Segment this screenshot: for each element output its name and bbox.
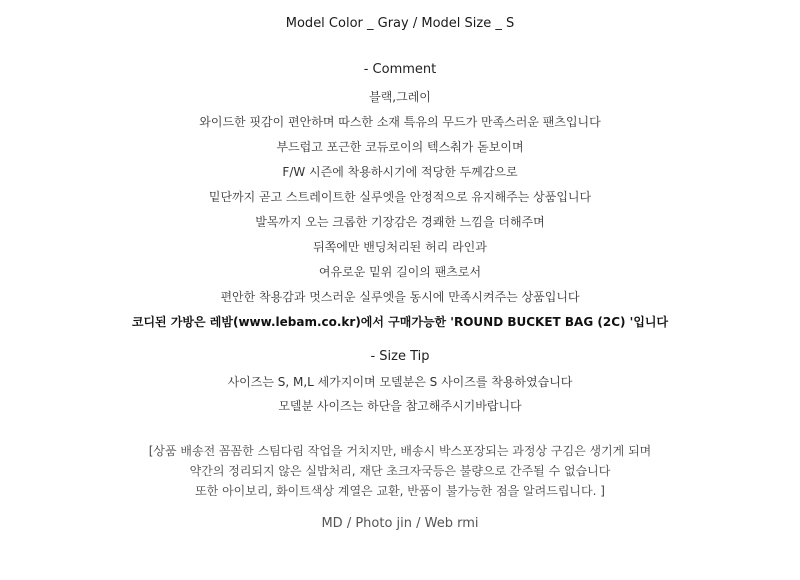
size-tip-heading: - Size Tip [370,349,430,364]
bag-info-line: 코디된 가방은 레밤(www.lebam.co.kr)에서 구매가능한 'ROUND BUCKET BAG (2C) '입니다 [131,315,669,329]
comment-line: 편안한 착용감과 멋스러운 실루엣을 동시에 만족시켜주는 상품입니다 [220,290,580,304]
comment-line: F/W 시즌에 착용하시기에 적당한 두께감으로 [282,165,518,179]
comment-line: 블랙,그레이 [369,90,431,104]
comment-line: 와이드한 핏감이 편안하며 따스한 소재 특유의 무드가 만족스러운 팬츠입니다 [199,115,601,129]
size-tip-line: 모델분 사이즈는 하단을 참고해주시기바랍니다 [278,399,522,413]
comment-line: 뒤쪽에만 밴딩처리된 허리 라인과 [313,240,487,254]
comment-line: 발목까지 오는 크롭한 기장감은 경쾌한 느낌을 더해주며 [255,215,545,229]
notice-line: 약간의 정리되지 않은 실밥처리, 재단 초크자국등은 불량으로 간주될 수 없습니다 [189,464,611,478]
size-tip-line: 사이즈는 S, M,L 세가지이며 모델분은 S 사이즈를 착용하였습니다 [227,375,573,389]
comment-line: 부드럽고 포근한 코듀로이의 텍스춰가 돋보이며 [276,140,524,154]
credits: MD / Photo jin / Web rmi [321,516,479,531]
model-info: Model Color _ Gray / Model Size _ S [285,16,515,31]
comment-line: 여유로운 밑위 길이의 팬츠로서 [318,265,482,279]
notice-line: 또한 아이보리, 화이트색상 계열은 교환, 반품이 불가능한 점을 알려드립니다. ] [195,484,605,498]
comment-heading: - Comment [363,62,437,77]
comment-line: 밑단까지 곧고 스트레이트한 실루엣을 안정적으로 유지해주는 상품입니다 [208,190,592,204]
notice-line: [상품 배송전 꼼꼼한 스팀다림 작업을 거치지만, 배송시 박스포장되는 과정상 구김은 생기게 되며 [148,444,652,458]
